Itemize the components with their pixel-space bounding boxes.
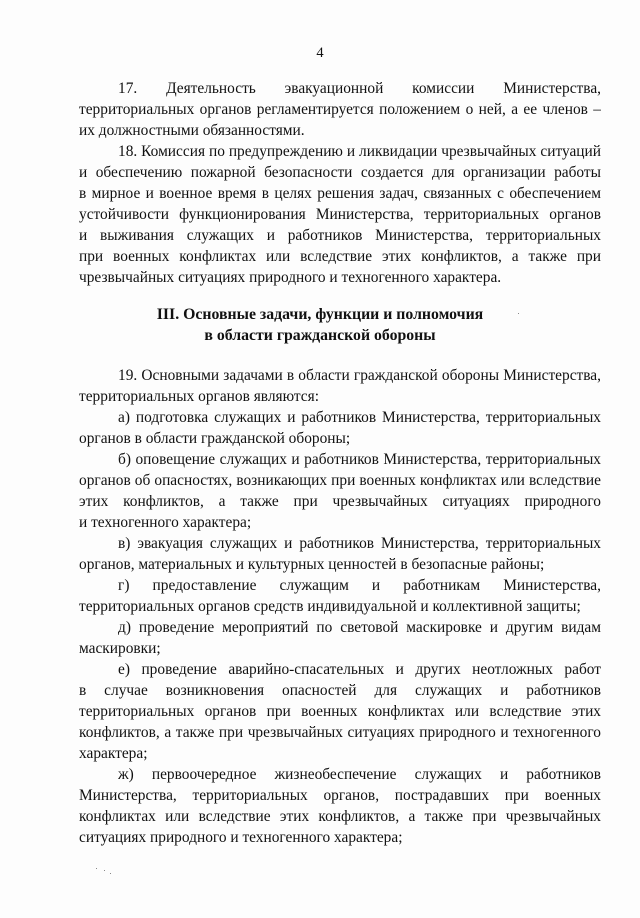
paragraph-19-line-1: 19. Основными задачами в области гражданской обороны Министерства, xyxy=(118,367,601,384)
item-b-line-1: б) оповещение служащих и работников Министерства, территориальных xyxy=(118,451,601,468)
item-zh-line-1: ж) первоочередное жизнеобеспечение служащих и работников xyxy=(118,766,601,783)
item-b-line-4: и техногенного характера; xyxy=(79,514,252,531)
section-heading-line-1: III. Основные задачи, функции и полномочия xyxy=(156,306,484,323)
item-e-line-3: территориальных органов при военных конфликтах или вследствие этих xyxy=(79,703,601,720)
page-number: 4 xyxy=(316,45,324,61)
item-e-line-4: конфликтов, а также при чрезвычайных ситуациях природного и техногенного xyxy=(79,724,601,741)
item-zh-line-3: конфликтах или вследствие этих конфликтов, а также при чрезвычайных xyxy=(79,808,601,825)
item-e-line-1: е) проведение аварийно-спасательных и других неотложных работ xyxy=(118,661,601,678)
item-v-line-2: органов, материальных и культурных ценностей в безопасные районы; xyxy=(79,556,545,573)
scan-speck xyxy=(96,868,97,869)
paragraph-18-line-4: устойчивости функционирования Министерства, территориальных органов xyxy=(79,206,601,223)
paragraph-18-line-2: и обеспечению пожарной безопасности создается для организации работы xyxy=(79,164,601,181)
paragraph-17-line-3: их должностными обязанностями. xyxy=(79,122,305,139)
scan-speck xyxy=(104,870,105,871)
item-e-line-2: в случае возникновения опасностей для служащих и работников xyxy=(79,682,601,699)
item-e-line-5: характера; xyxy=(79,745,148,762)
paragraph-18-line-5: и выживания служащих и работников Министерства, территориальных xyxy=(79,227,601,244)
paragraph-18-line-3: в мирное и военное время в целях решения задач, связанных с обеспечением xyxy=(79,185,601,202)
item-zh-line-2: Министерства, территориальных органов, пострадавших при военных xyxy=(79,787,601,804)
item-g-line-1: г) предоставление служащим и работникам Министерства, xyxy=(118,577,601,594)
paragraph-19-line-2: территориальных органов являются: xyxy=(79,388,319,405)
scan-speck xyxy=(110,873,111,874)
item-a-line-1: а) подготовка служащих и работников Министерства, территориальных xyxy=(118,409,601,426)
item-zh-line-4: ситуациях природного и техногенного характера; xyxy=(79,829,403,846)
item-a-line-2: органов в области гражданской обороны; xyxy=(79,430,351,447)
item-b-line-3: этих конфликтов, а также при чрезвычайных ситуациях природного xyxy=(79,493,601,510)
paragraph-17-line-1: 17. Деятельность эвакуационной комиссии Министерства, xyxy=(118,80,601,97)
scan-speck xyxy=(518,313,519,314)
paragraph-17-line-2: территориальных органов регламентируется положением о ней, а ее членов – xyxy=(79,101,601,118)
item-d-line-2: маскировки; xyxy=(79,640,161,657)
section-heading-line-2: в области гражданской обороны xyxy=(204,327,436,344)
item-g-line-2: территориальных органов средств индивидуальной и коллективной защиты; xyxy=(79,598,581,615)
item-v-line-1: в) эвакуация служащих и работников Министерства, территориальных xyxy=(118,535,601,552)
paragraph-18-line-7: чрезвычайных ситуациях природного и техногенного характера. xyxy=(79,269,502,286)
paragraph-18-line-1: 18. Комиссия по предупреждению и ликвидации чрезвычайных ситуаций xyxy=(118,143,601,160)
item-b-line-2: органов об опасностях, возникающих при военных конфликтах или вследствие xyxy=(79,472,601,489)
item-d-line-1: д) проведение мероприятий по световой маскировке и другим видам xyxy=(118,619,601,636)
paragraph-18-line-6: при военных конфликтах или вследствие этих конфликтов, а также при xyxy=(79,248,601,265)
